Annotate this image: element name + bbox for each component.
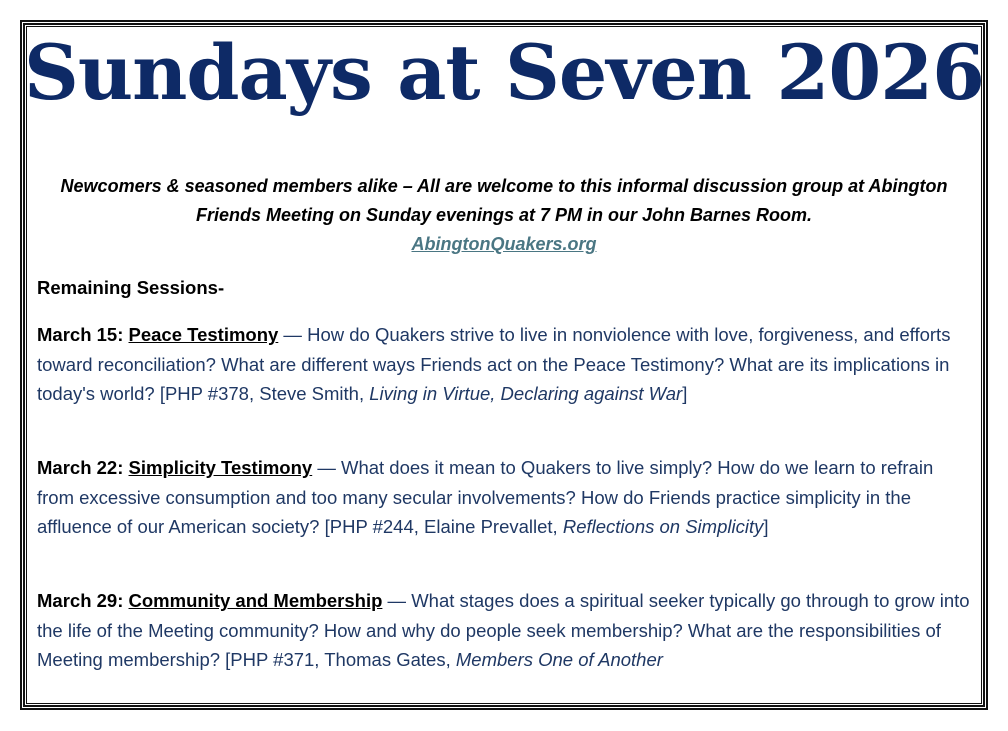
session-description: How do Quakers strive to live in nonviolence with love, forgiveness, and efforts toward reconciliation? What are different ways Friends act on the Peace Testimony? What are its implications in today's world? [PHP #378, Steve Smith,: [37, 324, 951, 404]
session-date: March 15:: [37, 324, 124, 345]
session-item: [37, 586, 972, 675]
bracket: ]: [763, 516, 769, 537]
session-topic: Peace Testimony: [128, 324, 279, 345]
intro-paragraph: [30, 172, 978, 259]
page-title: Sundays at Seven 2026: [24, 28, 984, 117]
dash: —: [312, 457, 341, 478]
bracket: ]: [682, 383, 688, 404]
session-topic: Simplicity Testimony: [128, 457, 313, 478]
session-item: [37, 453, 972, 542]
session-description: What does it mean to Quakers to live simply? How do we learn to refrain from excessive consumption and too many secular involvements? How do Friends practice simplicity in the affluence of our American society? [PHP #244, Elaine Prevallet,: [37, 457, 934, 537]
intro-text: Newcomers & seasoned members alike – All are welcome to this informal discussion group at Abington Friends Meeting on Sunday evenings at 7 PM in our John Barnes Room.: [60, 176, 948, 225]
session-date: March 22:: [37, 457, 124, 478]
website-link[interactable]: AbingtonQuakers.org: [411, 234, 597, 254]
session-item: [37, 320, 972, 409]
sessions-heading: Remaining Sessions-: [37, 277, 225, 298]
book-title: Reflections on Simplicity: [562, 516, 764, 537]
book-title: Members One of Another: [455, 649, 663, 670]
book-title: Living in Virtue, Declaring against War: [369, 383, 683, 404]
session-topic: Community and Membership: [128, 590, 383, 611]
session-date: March 29:: [37, 590, 124, 611]
dash: —: [278, 324, 308, 345]
session-description: What stages does a spiritual seeker typically go through to grow into the life of the Meeting community? How and why do people seek membership? What are the responsibilities of Meeting membership? [PHP #371, Thomas Gates,: [37, 590, 970, 670]
dash: —: [382, 590, 412, 611]
